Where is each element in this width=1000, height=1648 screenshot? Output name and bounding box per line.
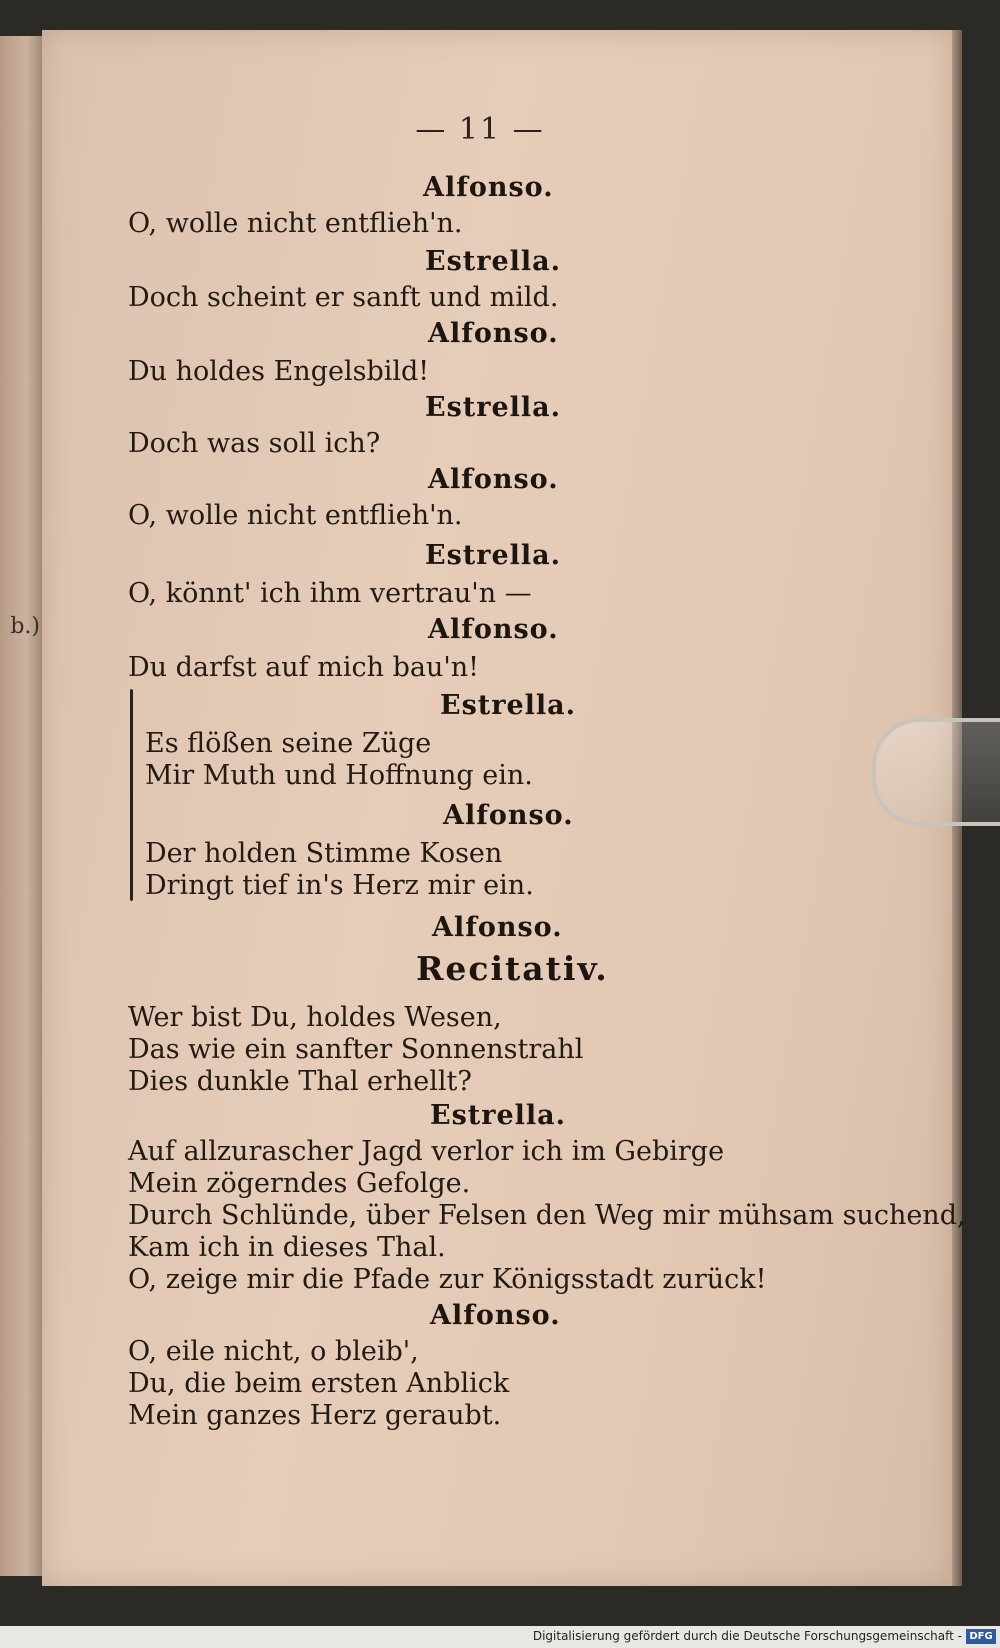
digitization-footer [0, 1626, 1000, 1648]
text-line: O, wolle nicht entflieh'n. [128, 208, 463, 239]
text-line: Du darfst auf mich bau'n! [128, 652, 480, 683]
text-line: Das wie ein sanfter Sonnenstrahl [128, 1034, 584, 1065]
section-heading: Recitativ. [416, 949, 609, 988]
speaker-name: Estrella. [430, 1100, 567, 1131]
speaker-name: Alfonso. [430, 1300, 561, 1331]
facing-page-fragment: b.) [10, 614, 40, 639]
text-line: Wer bist Du, holdes Wesen, [128, 1002, 502, 1033]
text-line: O, eile nicht, o bleib', [128, 1336, 419, 1367]
page-number: — 11 — [415, 112, 545, 147]
text-line: Durch Schlünde, über Felsen den Weg mir mühsam suchend, [128, 1200, 966, 1231]
text-line: O, könnt' ich ihm vertrau'n — [128, 578, 532, 609]
speaker-name: Alfonso. [423, 172, 554, 203]
text-line: Mein ganzes Herz geraubt. [128, 1400, 502, 1431]
page-clip [872, 718, 1000, 826]
speaker-name: Estrella. [425, 392, 562, 423]
text-line: Der holden Stimme Kosen [145, 838, 503, 869]
facing-page-edge [0, 36, 46, 1576]
speaker-name: Alfonso. [432, 912, 563, 943]
text-line: Doch scheint er sanft und mild. [128, 282, 559, 313]
speaker-name: Alfonso. [443, 800, 574, 831]
text-line: Dringt tief in's Herz mir ein. [145, 870, 534, 901]
speaker-name: Alfonso. [428, 318, 559, 349]
footer-credit: Digitalisierung gefördert durch die Deutsche Forschungsgemeinschaft - [532, 1629, 962, 1643]
text-line: Du holdes Engelsbild! [128, 356, 430, 387]
text-line: Kam ich in dieses Thal. [128, 1232, 446, 1263]
text-line: Auf allzurascher Jagd verlor ich im Gebirge [128, 1136, 725, 1167]
speaker-name: Alfonso. [428, 464, 559, 495]
text-line: Du, die beim ersten Anblick [128, 1368, 510, 1399]
text-line: Mein zögerndes Gefolge. [128, 1168, 471, 1199]
text-line: Es flößen seine Züge [145, 728, 432, 759]
text-line: Mir Muth und Hoffnung ein. [145, 760, 533, 791]
text-line: Doch was soll ich? [128, 428, 381, 459]
speaker-name: Estrella. [425, 246, 562, 277]
speaker-name: Estrella. [440, 690, 577, 721]
duet-bracket [130, 798, 133, 902]
text-line: O, wolle nicht entflieh'n. [128, 500, 463, 531]
speaker-name: Alfonso. [428, 614, 559, 645]
speaker-name: Estrella. [425, 540, 562, 571]
text-line: O, zeige mir die Pfade zur Königsstadt zurück! [128, 1264, 767, 1295]
duet-bracket [130, 688, 133, 802]
text-line: Dies dunkle Thal erhellt? [128, 1066, 472, 1097]
dfg-logo-icon: DFG [966, 1629, 996, 1644]
